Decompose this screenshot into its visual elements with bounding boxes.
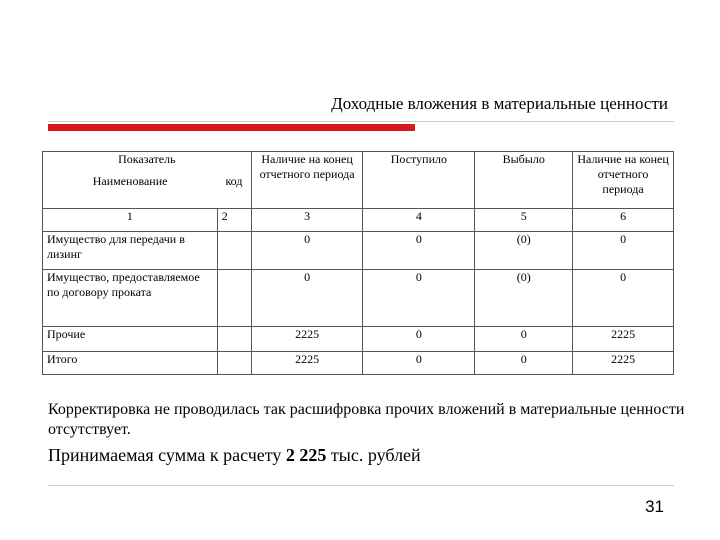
row-value: 0 <box>475 352 573 375</box>
header-row-indicator <box>43 152 674 174</box>
column-number: 5 <box>475 209 573 232</box>
row-value: 0 <box>251 270 363 327</box>
table-row-total <box>43 352 674 375</box>
accepted-amount-prefix: Принимаемая сумма к расчету <box>48 445 286 465</box>
column-numbers-row <box>43 209 674 232</box>
row-value: 2225 <box>251 352 363 375</box>
header-code: код <box>217 174 251 209</box>
investments-table <box>42 151 674 375</box>
row-value: 0 <box>363 352 475 375</box>
column-number: 2 <box>217 209 251 232</box>
row-code <box>217 232 251 270</box>
row-value: (0) <box>475 232 573 270</box>
accent-bar <box>48 124 415 131</box>
table-row <box>43 270 674 327</box>
top-divider <box>48 121 674 122</box>
accepted-amount-line <box>48 443 708 467</box>
adjustment-note: Корректировка не проводилась так расшифровка прочих вложений в материальные ценности отсутствует. <box>48 401 685 438</box>
row-value: 2225 <box>573 327 674 352</box>
row-name: Итого <box>43 352 218 375</box>
header-name: Наименование <box>43 174 218 209</box>
row-value: 0 <box>251 232 363 270</box>
row-value: 0 <box>573 232 674 270</box>
row-value: 0 <box>363 327 475 352</box>
table-row <box>43 232 674 270</box>
header-balance-end-2: Наличие на конец отчетного периода <box>573 152 674 209</box>
row-name: Имущество, предоставляемое по договору проката <box>43 270 218 327</box>
row-code <box>217 270 251 327</box>
column-number: 6 <box>573 209 674 232</box>
page-number: 31 <box>645 497 664 516</box>
header-balance-end: Наличие на конец отчетного периода <box>251 152 363 209</box>
column-number: 4 <box>363 209 475 232</box>
row-name: Прочие <box>43 327 218 352</box>
accepted-amount-value: 2 225 <box>285 445 327 465</box>
bottom-divider <box>48 485 674 486</box>
column-number: 3 <box>251 209 363 232</box>
notes <box>48 400 708 467</box>
column-number: 1 <box>43 209 218 232</box>
row-value: (0) <box>475 270 573 327</box>
header-received: Поступило <box>363 152 475 209</box>
slide-title: Доходные вложения в материальные ценности <box>331 94 668 113</box>
row-value: 2225 <box>251 327 363 352</box>
accepted-amount-suffix: тыс. рублей <box>326 445 421 465</box>
row-code <box>217 352 251 375</box>
row-name: Имущество для передачи в лизинг <box>43 232 218 270</box>
row-value: 0 <box>475 327 573 352</box>
row-value: 0 <box>363 270 475 327</box>
header-disposed: Выбыло <box>475 152 573 209</box>
row-value: 2225 <box>573 352 674 375</box>
header-indicator: Показатель <box>43 152 252 174</box>
row-code <box>217 327 251 352</box>
row-value: 0 <box>363 232 475 270</box>
table-row <box>43 327 674 352</box>
row-value: 0 <box>573 270 674 327</box>
